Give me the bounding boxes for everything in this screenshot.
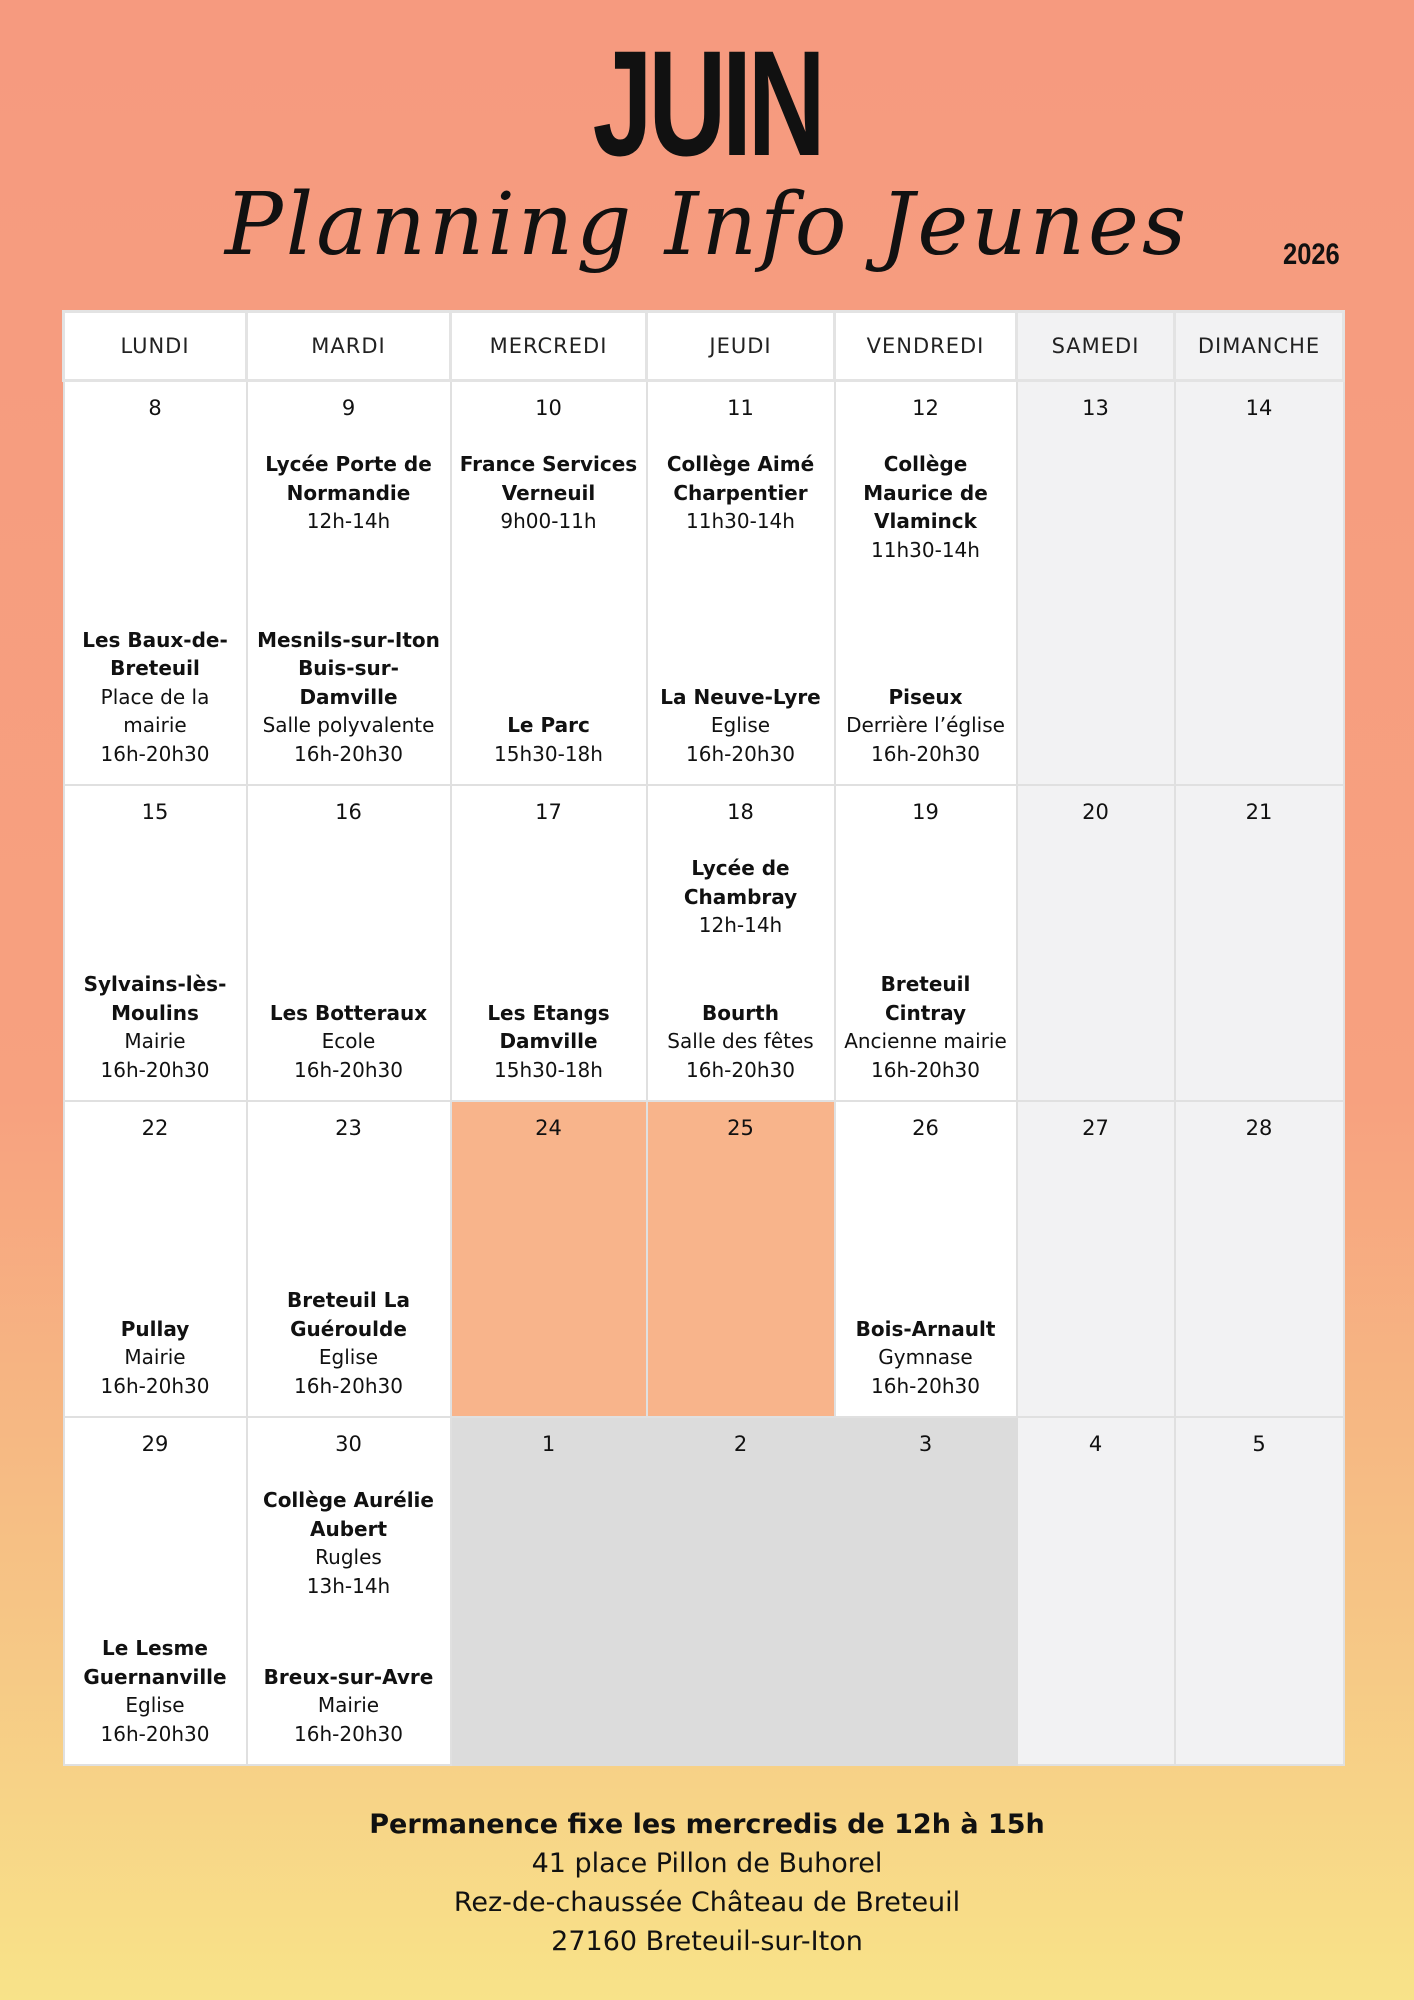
weekday-mercredi: MERCREDI: [451, 312, 647, 381]
day-cell: [835, 1417, 1017, 1765]
day-cell: [1017, 1417, 1175, 1765]
event-place: Breteuil La Guéroulde: [287, 1288, 410, 1341]
day-cell: [451, 1101, 647, 1417]
day-cell: [64, 785, 247, 1101]
day-cell: [64, 1101, 247, 1417]
event-detail: 16h-20h30: [294, 1721, 403, 1746]
weekday-samedi: SAMEDI: [1017, 312, 1175, 381]
event-block-top: [452, 450, 646, 536]
event-block-top: [648, 854, 834, 940]
day-cell-content: [836, 786, 1016, 1100]
event-detail: Eglise: [710, 713, 771, 737]
event-place: La Neuve-Lyre: [660, 684, 821, 709]
day-cell: [647, 785, 835, 1101]
event-place: Les Botteraux: [269, 1000, 428, 1025]
day-cell: [647, 1417, 835, 1765]
day-number: 4: [1088, 1432, 1103, 1456]
event-detail: Ecole: [321, 1029, 376, 1053]
day-number: 17: [535, 800, 562, 824]
day-cell-content: [648, 1102, 834, 1416]
month-title: JUIN: [592, 19, 822, 187]
day-cell-content: [65, 382, 246, 784]
day-cell: [1175, 1417, 1344, 1765]
event-detail: Eglise: [125, 1693, 185, 1717]
event-block-bottom: [452, 999, 646, 1085]
day-cell-content: [65, 1102, 246, 1416]
event-block-bottom: [65, 970, 246, 1084]
day-number: 15: [141, 800, 169, 824]
event-detail: Mairie: [124, 1345, 186, 1369]
event-detail: 16h-20h30: [686, 741, 795, 766]
event-detail: 15h30-18h: [494, 741, 603, 766]
footer-address-line: 41 place Pillon de Buhorel: [531, 1848, 883, 1879]
event-detail: Mairie: [124, 1029, 186, 1053]
event-detail: 16h-20h30: [100, 1057, 210, 1082]
day-cell: [64, 1417, 247, 1765]
day-number: 12: [912, 396, 939, 420]
event-place: Collège Aimé Charpentier: [666, 452, 815, 505]
event-detail: Eglise: [318, 1345, 379, 1369]
footer-address-line: Rez-de-chaussée Château de Breteuil: [453, 1887, 961, 1918]
event-place: Pullay: [120, 1316, 190, 1341]
day-cell: [647, 381, 835, 786]
event-detail: Ancienne mairie: [844, 1029, 1007, 1053]
day-cell: [835, 1101, 1017, 1417]
day-number: 21: [1245, 800, 1273, 824]
day-cell-content: [1018, 1102, 1174, 1416]
day-cell: [451, 1417, 647, 1765]
event-place: Mesnils-sur-Iton Buis-sur-Damville: [257, 627, 440, 709]
event-place: Les Baux-de-Breteuil: [82, 627, 228, 680]
day-cell-content: [452, 786, 646, 1100]
event-detail: 16h-20h30: [100, 1373, 210, 1398]
day-cell-content: [1018, 1418, 1174, 1764]
day-cell-content: [248, 1102, 450, 1416]
event-block-bottom: [452, 711, 646, 768]
day-number: 11: [727, 396, 754, 420]
weekday-mardi: MARDI: [247, 312, 451, 381]
weekday-lundi: LUNDI: [64, 312, 247, 381]
event-detail: 11h30-14h: [871, 537, 980, 562]
event-place: France Services Verneuil: [459, 452, 638, 505]
event-detail: 16h-20h30: [871, 1373, 980, 1398]
day-cell-content: [1018, 382, 1174, 784]
event-detail: 13h-14h: [306, 1573, 391, 1598]
day-cell-content: [452, 1418, 646, 1764]
day-cell-content: [648, 382, 834, 784]
event-block-bottom: [248, 1286, 450, 1400]
weekday-header-row: [64, 312, 1344, 381]
day-cell: [247, 1101, 451, 1417]
day-cell-content: [248, 382, 450, 784]
event-place: Bourth: [702, 1000, 779, 1025]
event-detail: Derrière l’église: [846, 713, 1005, 737]
day-cell: [247, 785, 451, 1101]
event-detail: Salle des fêtes: [667, 1029, 814, 1053]
event-detail: 12h-14h: [306, 509, 391, 533]
day-cell-content: [452, 1102, 646, 1416]
day-number: 26: [912, 1116, 939, 1140]
event-detail: Gymnase: [878, 1345, 973, 1369]
day-number: 5: [1252, 1432, 1266, 1456]
footer-info: [0, 1805, 1414, 1961]
event-detail: 16h-20h30: [294, 1373, 403, 1398]
day-number: 28: [1245, 1116, 1273, 1140]
day-cell-content: [1176, 786, 1343, 1100]
event-detail: Mairie: [317, 1693, 380, 1717]
day-number: 23: [335, 1116, 362, 1140]
day-cell: [1017, 381, 1175, 786]
day-cell: [247, 381, 451, 786]
event-detail: Salle polyvalente: [262, 713, 435, 737]
event-detail: Rugles: [315, 1545, 382, 1569]
day-cell-content: [836, 382, 1016, 784]
day-cell-content: [648, 1418, 834, 1764]
event-place: Le Lesme Guernanville: [83, 1636, 227, 1689]
event-block-bottom: [836, 1315, 1016, 1401]
day-cell: [835, 785, 1017, 1101]
event-block-bottom: [65, 1634, 246, 1748]
day-number: 16: [335, 800, 362, 824]
event-block-bottom: [248, 626, 450, 769]
event-detail: 11h30-14h: [686, 509, 795, 533]
day-cell-content: [648, 786, 834, 1100]
event-block-bottom: [836, 683, 1016, 769]
day-cell-content: [452, 382, 646, 784]
event-detail: 16h-20h30: [100, 1721, 210, 1746]
footer-title: Permanence fixe les mercredis de 12h à 15h: [369, 1809, 1045, 1840]
year-label: 2026: [1283, 238, 1340, 271]
event-block-bottom: [836, 970, 1016, 1084]
day-cell-content: [836, 1418, 1016, 1764]
event-block-bottom: [248, 999, 450, 1085]
event-block-bottom: [648, 683, 834, 769]
day-cell-content: [1176, 1418, 1343, 1764]
day-number: 13: [1082, 396, 1109, 420]
day-cell-content: [65, 1418, 246, 1764]
event-detail: 15h30-18h: [494, 1057, 603, 1082]
day-number: 14: [1245, 396, 1273, 420]
event-place: Piseux: [888, 684, 963, 709]
weekday-vendredi: VENDREDI: [835, 312, 1017, 381]
event-block-bottom: [248, 1663, 450, 1749]
event-block-bottom: [65, 1315, 246, 1401]
day-cell: [647, 1101, 835, 1417]
page-subtitle: Planning Info Jeunes: [224, 175, 1190, 275]
day-cell: [64, 381, 247, 786]
event-detail: 16h-20h30: [686, 1057, 795, 1082]
day-number: 18: [727, 800, 754, 824]
day-number: 19: [912, 800, 939, 824]
event-block-top: [248, 450, 450, 536]
day-number: 25: [727, 1116, 754, 1140]
day-number: 10: [535, 396, 562, 420]
day-cell: [247, 1417, 451, 1765]
event-place: Les Etangs Damville: [487, 1000, 610, 1053]
day-cell: [451, 381, 647, 786]
day-cell: [1175, 381, 1344, 786]
day-number: 30: [335, 1432, 362, 1456]
event-place: Sylvains-lès-Moulins: [83, 972, 227, 1025]
day-number: 2: [733, 1432, 748, 1456]
event-block-bottom: [648, 999, 834, 1085]
event-place: Lycée Porte de Normandie: [265, 452, 432, 505]
calendar-week-row: [64, 381, 1344, 786]
weekday-jeudi: JEUDI: [647, 312, 835, 381]
day-cell: [1175, 1101, 1344, 1417]
day-cell-content: [248, 786, 450, 1100]
day-cell-content: [1176, 1102, 1343, 1416]
event-place: Breux-sur-Avre: [263, 1664, 434, 1689]
day-number: 22: [141, 1116, 169, 1140]
weekday-dimanche: DIMANCHE: [1175, 312, 1344, 381]
day-number: 8: [148, 396, 162, 420]
day-number: 29: [141, 1432, 169, 1456]
day-number: 27: [1082, 1116, 1109, 1140]
day-number: 3: [918, 1432, 933, 1456]
day-cell-content: [248, 1418, 450, 1764]
event-block-top: [836, 450, 1016, 564]
event-place: Collège Maurice de Vlaminck: [863, 452, 988, 533]
event-place: Collège Aurélie Aubert: [263, 1488, 434, 1541]
calendar-week-row: [64, 1417, 1344, 1765]
event-place: Le Parc: [507, 713, 590, 737]
event-detail: 16h-20h30: [871, 741, 980, 766]
event-detail: 16h-20h30: [294, 1057, 403, 1082]
event-block-top: [648, 450, 834, 536]
day-cell-content: [1176, 382, 1343, 784]
calendar-week-row: [64, 785, 1344, 1101]
footer-address-line: 27160 Breteuil-sur-Iton: [551, 1926, 863, 1957]
event-detail: 16h-20h30: [871, 1057, 980, 1082]
event-place: Breteuil Cintray: [880, 972, 971, 1025]
day-cell: [1175, 785, 1344, 1101]
calendar-grid: [62, 310, 1345, 1766]
event-detail: 9h00-11h: [500, 509, 597, 533]
event-place: Bois-Arnault: [855, 1316, 996, 1341]
event-detail: Place de la mairie: [100, 684, 210, 737]
day-number: 20: [1082, 800, 1109, 824]
day-cell-content: [1018, 786, 1174, 1100]
day-number: 1: [541, 1432, 556, 1456]
day-cell-content: [65, 786, 246, 1100]
day-cell: [1017, 785, 1175, 1101]
event-detail: 12h-14h: [698, 913, 783, 937]
day-cell: [1017, 1101, 1175, 1417]
calendar-week-row: [64, 1101, 1344, 1417]
day-cell: [835, 381, 1017, 786]
day-number: 24: [535, 1116, 562, 1140]
event-place: Lycée de Chambray: [683, 856, 798, 909]
event-block-top: [248, 1486, 450, 1600]
event-detail: 16h-20h30: [100, 741, 210, 766]
event-detail: 16h-20h30: [294, 741, 403, 766]
day-cell: [451, 785, 647, 1101]
event-block-bottom: [65, 626, 246, 769]
day-number: 9: [341, 396, 356, 420]
day-cell-content: [836, 1102, 1016, 1416]
